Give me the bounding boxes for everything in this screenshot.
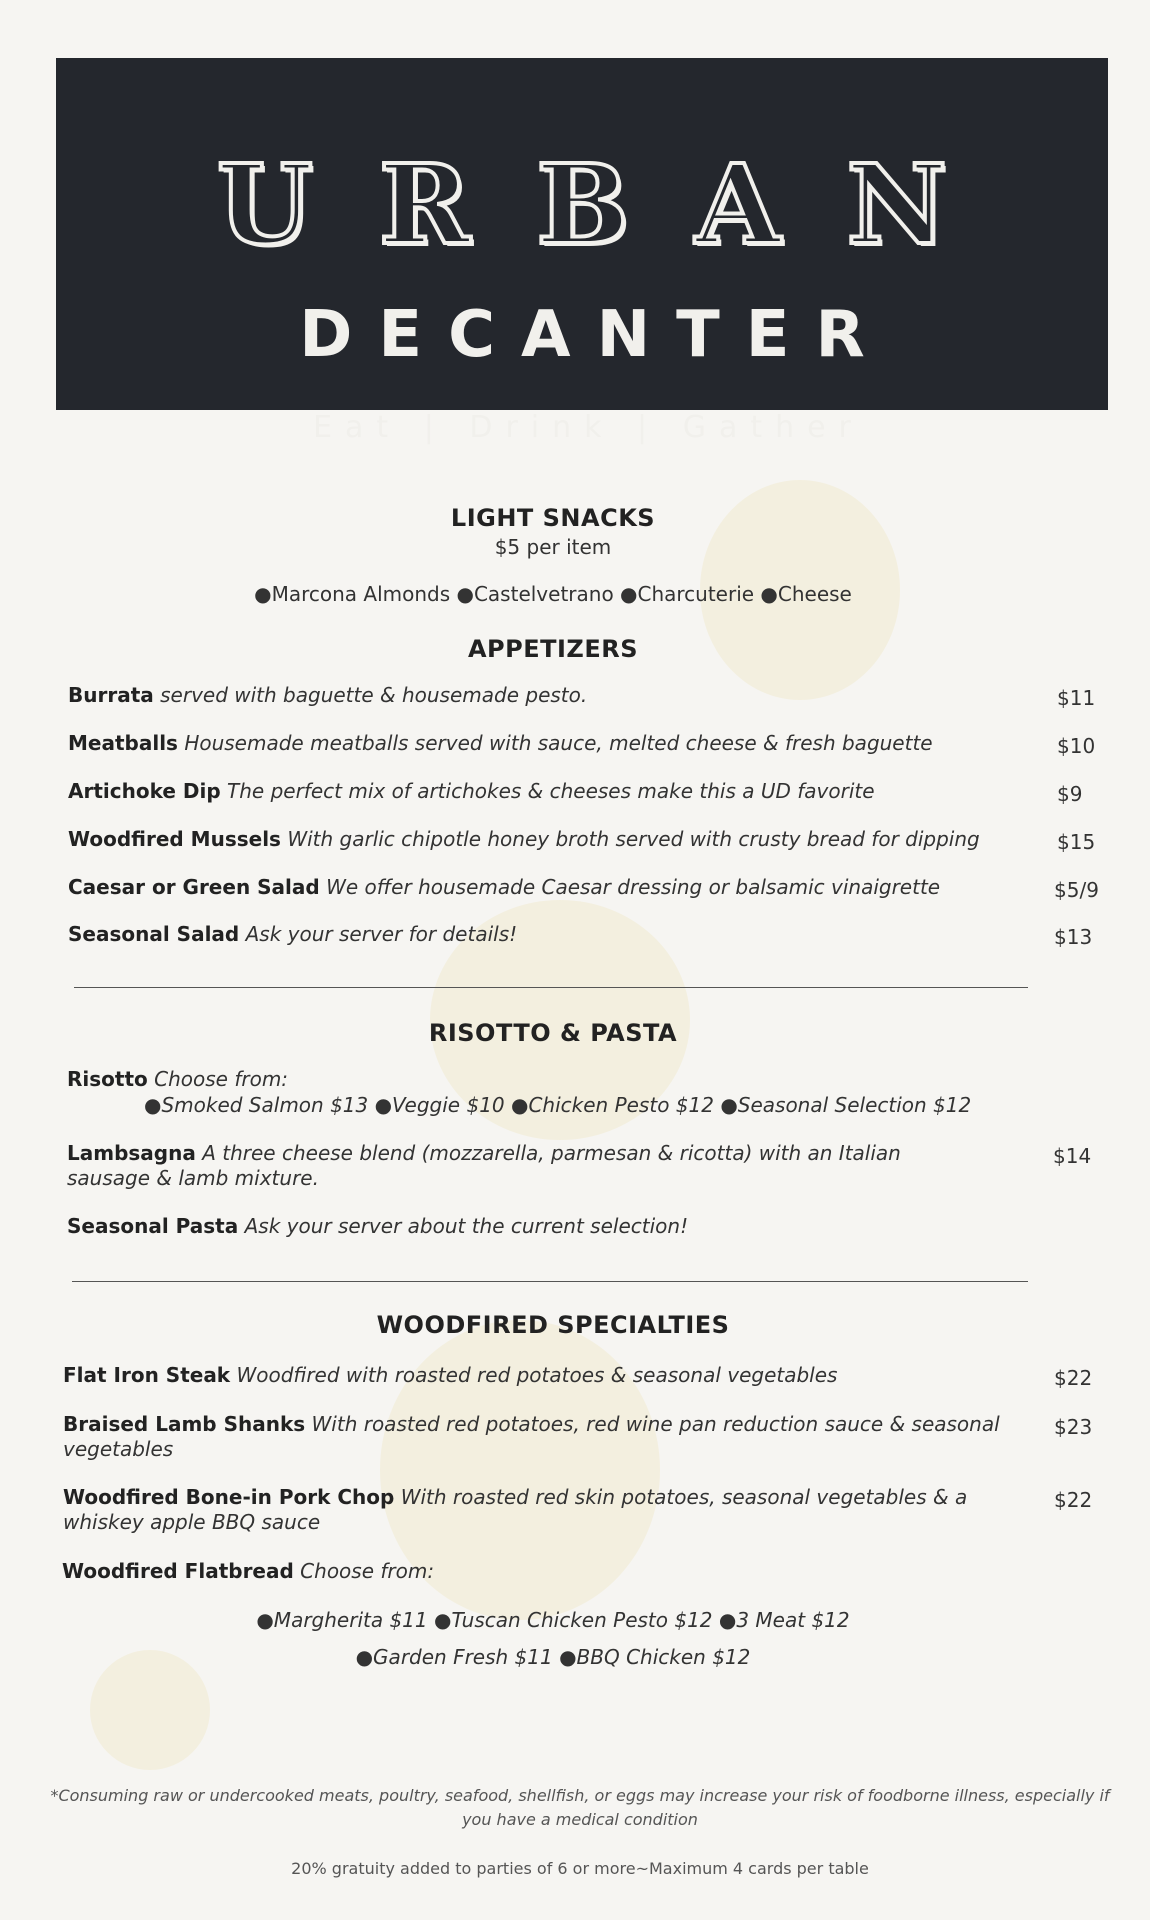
menu-item [68, 683, 1028, 708]
risotto-options: ●Smoked Salmon $13 ●Veggie $10 ●Chicken Pesto $12 ●Seasonal Selection $12 [144, 1093, 972, 1117]
menu-item [67, 1067, 1027, 1092]
section-title-light-snacks: LIGHT SNACKS [450, 504, 656, 532]
menu-item [67, 1214, 1027, 1239]
food-safety-warning: *Consuming raw or undercooked meats, poultry, seafood, shellfish, or eggs may increase your risk of foodborne illness, especially if you have a medical condition [50, 1786, 1110, 1829]
section-divider [72, 1281, 1028, 1282]
item-description: The perfect mix of artichokes & cheeses make this a UD favorite [227, 779, 875, 803]
item-name: Burrata [68, 683, 154, 707]
item-price: $23 [1054, 1415, 1093, 1439]
item-price: $15 [1057, 830, 1096, 854]
item-name: Risotto [67, 1067, 148, 1091]
light-snacks-price-note: $5 per item [494, 535, 612, 559]
section-divider [74, 987, 1028, 988]
item-price: $13 [1054, 925, 1093, 949]
item-price: $14 [1053, 1144, 1092, 1168]
menu-item [62, 1559, 1022, 1584]
flatbread-options: ●Margherita $11 ●Tuscan Chicken Pesto $12 ●3 Meat $12 [256, 1608, 850, 1632]
item-name: Lambsagna [67, 1141, 196, 1165]
menu-item [68, 875, 1028, 900]
item-name: Woodfired Bone-in Pork Chop [63, 1485, 395, 1509]
menu-item [67, 1141, 987, 1191]
item-description: A three cheese blend (mozzarella, parmesan & ricotta) with an Italian sausage & lamb mixture. [67, 1141, 901, 1190]
item-name: Seasonal Pasta [67, 1214, 239, 1238]
header-banner [56, 58, 1108, 445]
item-name: Caesar or Green Salad [68, 875, 320, 899]
section-title-appetizers: APPETIZERS [467, 635, 638, 663]
menu-item [63, 1485, 1023, 1535]
menu-item [63, 1412, 1023, 1462]
item-name: Flat Iron Steak [63, 1363, 231, 1387]
restaurant-name-urban: URBAN [216, 140, 1014, 269]
menu-item [68, 827, 1028, 852]
item-description: Housemade meatballs served with sauce, melted cheese & fresh baguette [184, 731, 933, 755]
item-description: served with baguette & housemade pesto. [160, 683, 588, 707]
menu-item [68, 922, 1028, 947]
gratuity-policy: 20% gratuity added to parties of 6 or more~Maximum 4 cards per table [291, 1859, 869, 1878]
item-price: $11 [1057, 686, 1096, 710]
menu-item [68, 731, 1028, 756]
item-price: $22 [1054, 1488, 1093, 1512]
item-description: Choose from: [154, 1067, 289, 1091]
restaurant-name-decanter: DECANTER [299, 298, 891, 372]
light-snacks-items: ●Marcona Almonds ●Castelvetrano ●Charcuterie ●Cheese [254, 582, 852, 606]
item-description: Ask your server for details! [245, 922, 518, 946]
item-price: $5/9 [1054, 878, 1099, 902]
item-price: $9 [1057, 782, 1083, 806]
menu-item [68, 779, 1028, 804]
tagline: Eat | Drink | Gather [313, 410, 864, 445]
item-price: $22 [1054, 1366, 1093, 1390]
item-name: Artichoke Dip [68, 779, 221, 803]
item-name: Braised Lamb Shanks [63, 1412, 306, 1436]
item-name: Woodfired Flatbread [62, 1559, 294, 1583]
item-description: Ask your server about the current selection! [244, 1214, 689, 1238]
item-description: With roasted red potatoes, red wine pan reduction sauce & seasonal vegetables [63, 1412, 1000, 1461]
item-name: Woodfired Mussels [68, 827, 281, 851]
menu-item [63, 1363, 1023, 1388]
item-name: Meatballs [68, 731, 178, 755]
item-description: With garlic chipotle honey broth served with crusty bread for dipping [287, 827, 980, 851]
section-title-woodfired: WOODFIRED SPECIALTIES [376, 1311, 730, 1339]
section-title-risotto-pasta: RISOTTO & PASTA [428, 1019, 678, 1047]
flatbread-options: ●Garden Fresh $11 ●BBQ Chicken $12 [355, 1645, 751, 1669]
item-price: $10 [1057, 734, 1096, 758]
item-description: Choose from: [300, 1559, 435, 1583]
item-name: Seasonal Salad [68, 922, 240, 946]
item-description: Woodfired with roasted red potatoes & seasonal vegetables [236, 1363, 838, 1387]
item-description: With roasted red skin potatoes, seasonal vegetables & a whiskey apple BBQ sauce [63, 1485, 968, 1534]
item-description: We offer housemade Caesar dressing or balsamic vinaigrette [326, 875, 941, 899]
